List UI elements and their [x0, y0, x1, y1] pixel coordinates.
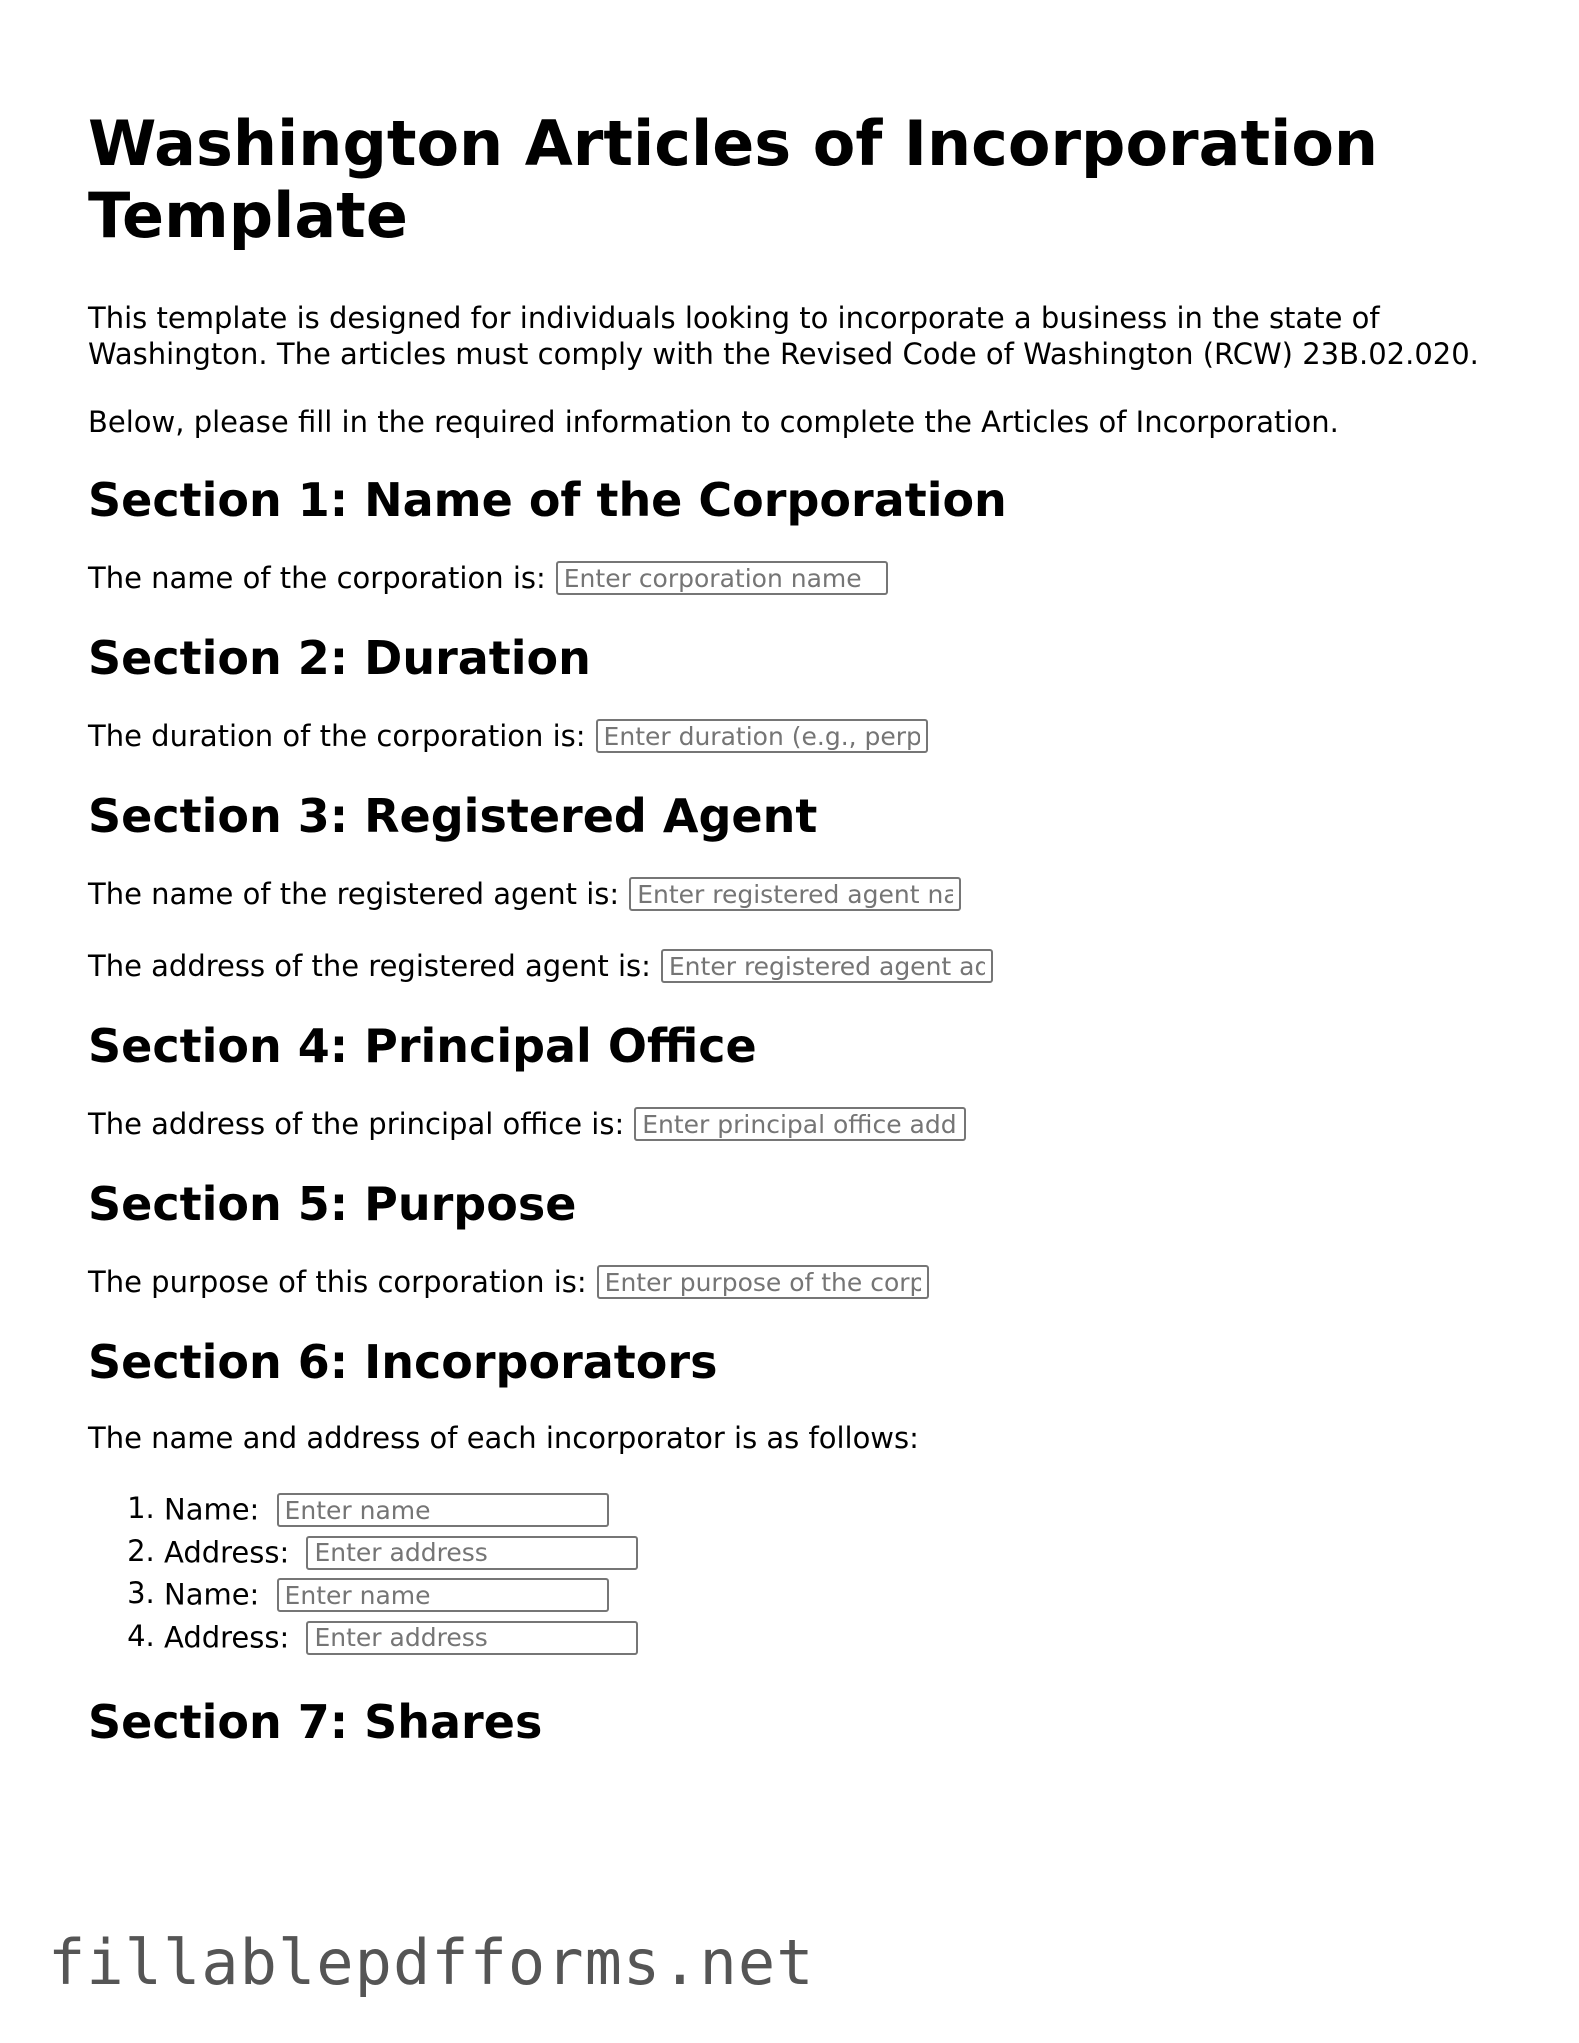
- watermark-text: fillablepdfforms.net: [48, 1926, 815, 1999]
- list-item: [164, 1531, 1488, 1574]
- incorporator-1-name-label: Name:: [164, 1492, 260, 1527]
- principal-office-input[interactable]: [634, 1107, 966, 1141]
- section-5-heading: Section 5: Purpose: [88, 1177, 577, 1231]
- incorporator-2-name-label: Name:: [164, 1577, 260, 1612]
- document-page: [88, 108, 1488, 1780]
- corporation-name-row: [88, 558, 1488, 598]
- section-3-heading: Section 3: Registered Agent: [88, 789, 818, 843]
- page-title: Washington Articles of Incorporation Template: [88, 107, 1379, 252]
- incorporator-1-address-input[interactable]: [306, 1536, 638, 1570]
- duration-label: The duration of the corporation is:: [88, 719, 586, 753]
- list-item: [164, 1573, 1488, 1616]
- purpose-row: [88, 1262, 1488, 1302]
- section-1-heading: Section 1: Name of the Corporation: [88, 473, 1007, 527]
- agent-address-input[interactable]: [661, 949, 993, 983]
- principal-office-label: The address of the principal office is:: [88, 1107, 625, 1141]
- incorporator-2-name-input[interactable]: [277, 1578, 609, 1612]
- agent-address-row: [88, 946, 1488, 986]
- list-item: [164, 1616, 1488, 1659]
- agent-name-input[interactable]: [629, 877, 961, 911]
- intro-paragraph: This template is designed for individuals looking to incorporate a business in the state of Washington. The articles must comply with the Revised Code of Washington (RCW) 23B.02.020.: [88, 301, 1479, 371]
- incorporator-2-address-label: Address:: [164, 1620, 290, 1654]
- incorporators-intro: The name and address of each incorporator is as follows:: [88, 1421, 919, 1455]
- principal-office-row: [88, 1104, 1488, 1144]
- section-2-heading: Section 2: Duration: [88, 631, 591, 685]
- instruction-paragraph: Below, please fill in the required information to complete the Articles of Incorporation.: [88, 405, 1339, 439]
- incorporator-2-address-input[interactable]: [306, 1621, 638, 1655]
- list-item: [164, 1488, 1488, 1531]
- incorporator-1-name-input[interactable]: [277, 1493, 609, 1527]
- section-7-heading: Section 7: Shares: [88, 1695, 543, 1749]
- section-6-heading: Section 6: Incorporators: [88, 1335, 718, 1389]
- duration-input[interactable]: [596, 719, 928, 753]
- agent-name-row: [88, 874, 1488, 914]
- purpose-label: The purpose of this corporation is:: [88, 1265, 587, 1299]
- corporation-name-label: The name of the corporation is:: [88, 561, 546, 595]
- purpose-input[interactable]: [597, 1265, 929, 1299]
- corporation-name-input[interactable]: [556, 561, 888, 595]
- incorporator-1-address-label: Address:: [164, 1535, 290, 1569]
- agent-address-label: The address of the registered agent is:: [88, 949, 651, 983]
- incorporators-list: [88, 1488, 1488, 1658]
- duration-row: [88, 716, 1488, 756]
- agent-name-label: The name of the registered agent is:: [88, 877, 620, 911]
- section-4-heading: Section 4: Principal Office: [88, 1019, 757, 1073]
